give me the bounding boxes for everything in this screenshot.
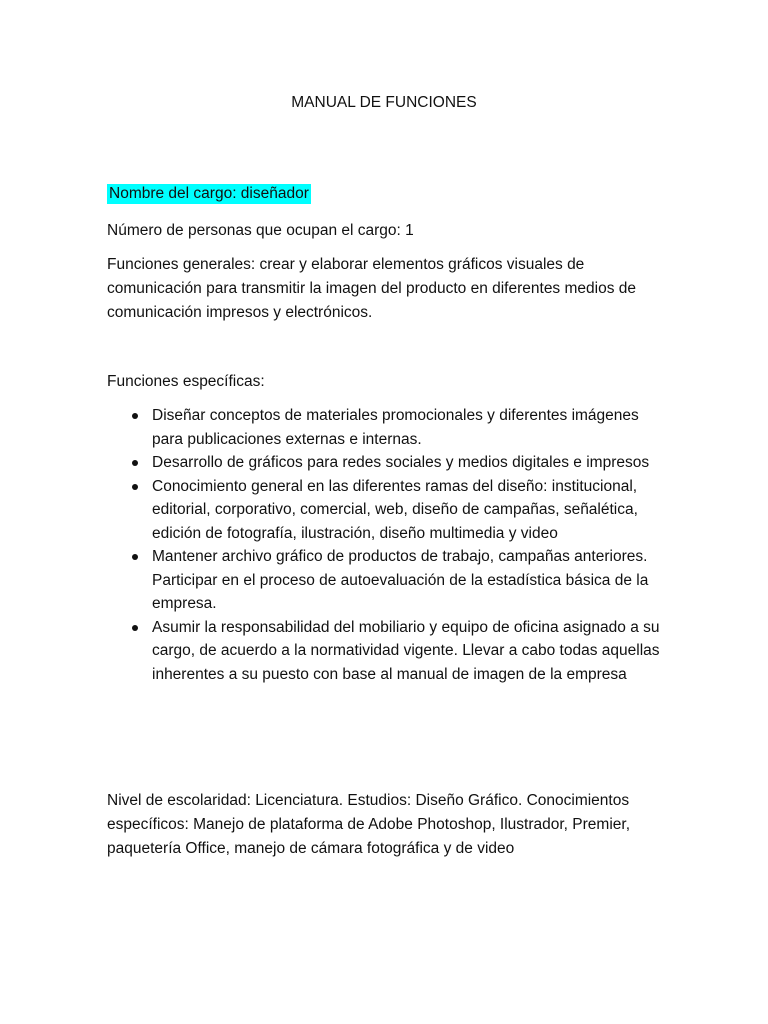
bullet-icon [132, 625, 138, 631]
funciones-generales-paragraph: Funciones generales: crear y elaborar elementos gráficos visuales de comunicación para transmitir la imagen del producto en diferentes medios de comunicación impresos y electrónicos. [107, 256, 637, 321]
list-item-text: Mantener archivo gráfico de productos de trabajo, campañas anteriores. Participar en el proceso de autoevaluación de la estadística básica de la empresa. [152, 548, 649, 612]
list-item-text: Desarrollo de gráficos para redes sociales y medios digitales e impresos [152, 454, 650, 471]
cargo-name-line [107, 182, 667, 206]
list-item-text: Diseñar conceptos de materiales promocionales y diferentes imágenes para publicaciones externas e internas. [152, 407, 639, 448]
list-item-text: Conocimiento general en las diferentes ramas del diseño: institucional, editorial, corporativo, comercial, web, diseño de campañas, señalética, edición de fotografía, ilustración, diseño multimedia y video [152, 477, 638, 542]
list-item [107, 475, 667, 546]
list-item-text: Asumir la responsabilidad del mobiliario y equipo de oficina asignado a su cargo, de acuerdo a la normatividad vigente. Llevar a cabo todas aquellas inherentes a su puesto con base al manual de imagen de la empresa [152, 618, 660, 683]
funciones-especificas-list [107, 404, 667, 686]
bullet-icon [132, 484, 138, 490]
bullet-icon [132, 413, 138, 419]
funciones-especificas-heading: Funciones específicas: [107, 373, 265, 390]
list-item [107, 616, 667, 687]
list-item [107, 545, 667, 616]
bullet-icon [132, 460, 138, 466]
num-personas-line: Número de personas que ocupan el cargo: 1 [107, 222, 414, 239]
list-item [107, 404, 667, 451]
bullet-icon [132, 554, 138, 560]
escolaridad-paragraph: Nivel de escolaridad: Licenciatura. Estudios: Diseño Gráfico. Conocimientos específicos: Manejo de plataforma de Adobe Photoshop, Ilustrador, Premier, paquetería Office, manejo de cámara fotográfica y de video [107, 792, 631, 857]
list-item [107, 451, 667, 475]
cargo-name-highlight: Nombre del cargo: diseñador [109, 185, 309, 202]
document-title: MANUAL DE FUNCIONES [291, 94, 477, 111]
